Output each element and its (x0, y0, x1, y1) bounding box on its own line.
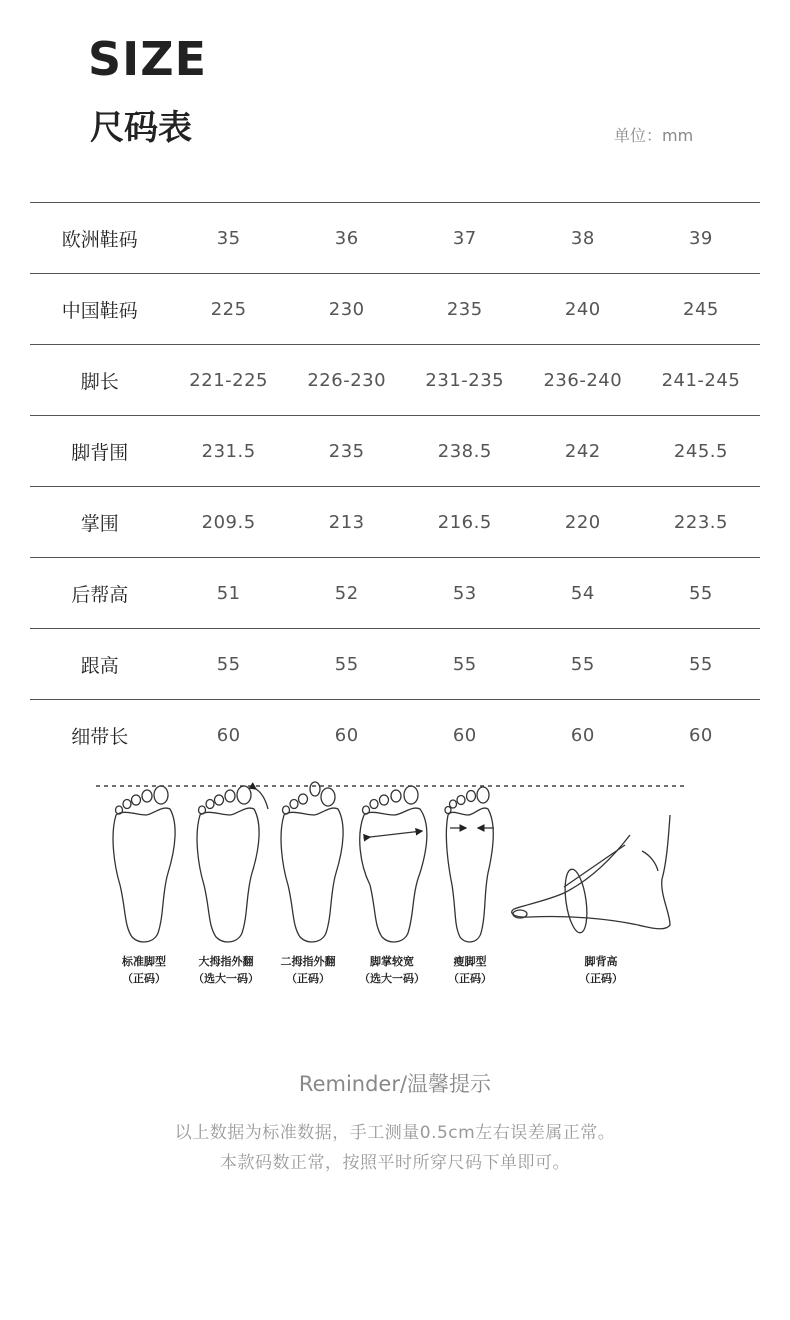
table-cell: 55 (570, 653, 595, 675)
reminder-text: 本款码数正常，按照平时所穿尺码下单即可。 (220, 1153, 570, 1173)
table-cell: 38 (570, 227, 595, 249)
table-cell: 55 (334, 653, 359, 675)
table-cell: 236-240 (543, 369, 623, 391)
table-row (30, 416, 760, 487)
reminder-title: Reminder/温馨提示 (298, 1072, 492, 1096)
foot-type-illustration (90, 775, 700, 995)
table-cell: 209.5 (201, 511, 256, 533)
table-cell: 55 (688, 653, 713, 675)
table-cell: 60 (334, 724, 359, 746)
table-cell: 51 (216, 582, 241, 604)
foot-type-advice: （正码） (448, 972, 492, 985)
table-cell: 60 (216, 724, 241, 746)
size-title: SIZE (88, 32, 208, 86)
foot-type-advice: （正码） (122, 972, 166, 985)
table-row (30, 558, 760, 629)
table-cell: 225 (210, 298, 247, 320)
table-cell: 213 (328, 511, 365, 533)
table-cell: 54 (570, 582, 595, 604)
foot-type-advice: （正码） (579, 972, 623, 985)
row-label: 脚背围 (71, 441, 129, 464)
foot-type-name: 脚背高 (584, 955, 618, 968)
table-cell: 60 (688, 724, 713, 746)
table-cell: 55 (216, 653, 241, 675)
table-cell: 231-235 (425, 369, 505, 391)
table-cell: 216.5 (437, 511, 492, 533)
table-row (30, 487, 760, 558)
table-cell: 53 (452, 582, 477, 604)
table-cell: 35 (216, 227, 241, 249)
row-label: 细带长 (71, 725, 129, 748)
unit-label: 单位：mm (614, 126, 694, 145)
size-chart-title: 尺码表 (90, 108, 192, 148)
table-cell: 235 (446, 298, 483, 320)
table-cell: 55 (688, 582, 713, 604)
foot-type-name: 瘦脚型 (453, 955, 487, 968)
high-instep-foot-icon (512, 815, 670, 934)
bunion-foot-icon (197, 786, 268, 942)
table-cell: 223.5 (673, 511, 728, 533)
table-row (30, 203, 760, 274)
size-table (30, 202, 760, 771)
table-cell: 245.5 (673, 440, 728, 462)
table-cell: 52 (334, 582, 359, 604)
row-label: 跟高 (80, 654, 119, 677)
foot-type-name: 二拇指外翻 (280, 955, 336, 968)
wide-foot-icon (360, 786, 427, 942)
foot-type-advice: （选大一码） (193, 972, 259, 985)
table-row (30, 345, 760, 416)
row-label: 后帮高 (71, 583, 129, 606)
table-cell: 238.5 (437, 440, 492, 462)
table-cell: 235 (328, 440, 365, 462)
row-label: 脚长 (80, 370, 119, 393)
table-row (30, 274, 760, 345)
table-cell: 60 (570, 724, 595, 746)
table-cell: 242 (564, 440, 601, 462)
table-cell: 231.5 (201, 440, 256, 462)
table-cell: 37 (452, 227, 477, 249)
row-label: 欧洲鞋码 (61, 228, 138, 251)
foot-type-name: 标准脚型 (122, 955, 166, 968)
foot-type-advice: （选大一码） (359, 972, 425, 985)
slim-foot-icon (445, 787, 494, 942)
table-cell: 39 (688, 227, 713, 249)
foot-type-name: 大拇指外翻 (198, 955, 254, 968)
table-row (30, 629, 760, 700)
table-cell: 241-245 (661, 369, 741, 391)
standard-foot-icon (113, 786, 175, 942)
table-cell: 55 (452, 653, 477, 675)
row-label: 掌围 (80, 512, 119, 535)
table-cell: 230 (328, 298, 365, 320)
table-cell: 36 (334, 227, 359, 249)
reminder-text: 以上数据为标准数据，手工测量0.5cm左右误差属正常。 (174, 1123, 616, 1143)
table-cell: 245 (683, 298, 719, 320)
table-row (30, 700, 760, 771)
table-cell: 240 (564, 298, 601, 320)
foot-type-advice: （正码） (286, 972, 330, 985)
foot-type-name: 脚掌较宽 (370, 955, 414, 968)
table-cell: 220 (564, 511, 601, 533)
second-toe-foot-icon (281, 782, 343, 942)
row-label: 中国鞋码 (61, 299, 138, 322)
table-cell: 221-225 (189, 369, 269, 391)
table-cell: 60 (452, 724, 477, 746)
table-cell: 226-230 (307, 369, 387, 391)
